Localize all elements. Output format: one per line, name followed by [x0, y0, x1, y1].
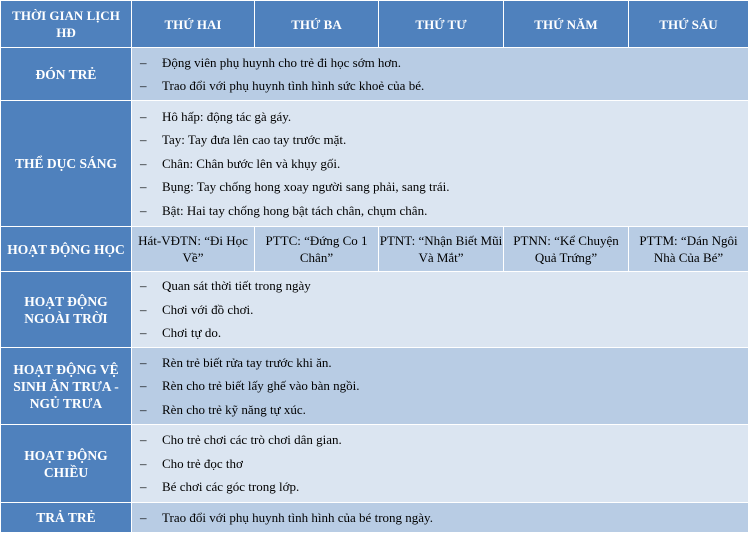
row-label-the-duc-sang: THỂ DỤC SÁNG — [1, 101, 132, 227]
row-label-hoat-dong-hoc: HOẠT ĐỘNG HỌC — [1, 227, 132, 272]
list-item: – Cho trẻ chơi các trò chơi dân gian. — [140, 428, 748, 452]
list-item: – Rèn cho trẻ kỹ năng tự xúc. — [140, 398, 748, 422]
activity-fri: PTTM: “Dán Ngôi Nhà Của Bé” — [629, 227, 748, 272]
row-chieu — [1, 425, 748, 503]
corner-header: THỜI GIAN LỊCH HĐ — [1, 1, 132, 48]
row-the-duc-sang — [1, 101, 748, 227]
day-header-tue: THỨ BA — [255, 1, 379, 48]
day-header-mon: THỨ HAI — [132, 1, 255, 48]
row-label-ngoai-troi: HOẠT ĐỘNG NGOÀI TRỜI — [1, 272, 132, 348]
list-item: – Rèn trẻ biết rửa tay trước khi ăn. — [140, 351, 748, 375]
row-content-the-duc-sang — [132, 101, 748, 227]
list-item: – Bật: Hai tay chống hong bật tách chân, chụm chân. — [140, 199, 748, 223]
header-row — [1, 1, 748, 48]
list-item: – Bụng: Tay chống hong xoay người sang phải, sang trái. — [140, 175, 748, 199]
list-item: – Trao đổi với phụ huynh tình hình sức khoẻ của bé. — [140, 74, 748, 98]
row-content-ve-sinh — [132, 348, 748, 425]
list-item: – Chơi với đồ chơi. — [140, 298, 748, 322]
list-item: – Rèn cho trẻ biết lấy ghế vào bàn ngồi. — [140, 374, 748, 398]
row-content-ngoai-troi — [132, 272, 748, 348]
list-item: – Quan sát thời tiết trong ngày — [140, 274, 748, 298]
row-hoat-dong-hoc — [1, 227, 748, 272]
list-item: – Động viên phụ huynh cho trẻ đi học sớm hơn. — [140, 51, 748, 75]
row-ve-sinh — [1, 348, 748, 425]
list-item: – Cho trẻ đọc thơ — [140, 452, 748, 476]
row-ngoai-troi — [1, 272, 748, 348]
day-header-fri: THỨ SÁU — [629, 1, 748, 48]
list-item: – Chân: Chân bước lên và khụy gối. — [140, 152, 748, 176]
row-label-ve-sinh: HOẠT ĐỘNG VỆ SINH ĂN TRƯA - NGỦ TRƯA — [1, 348, 132, 425]
activity-tue: PTTC: “Đứng Co 1 Chân” — [255, 227, 379, 272]
row-content-don-tre — [132, 48, 748, 101]
activity-wed: PTNT: “Nhận Biết Mũi Và Mắt” — [379, 227, 504, 272]
list-item: – Trao đổi với phụ huynh tình hình của bé trong ngày. — [140, 506, 748, 530]
day-header-wed: THỨ TƯ — [379, 1, 504, 48]
row-content-chieu — [132, 425, 748, 503]
row-content-tra-tre — [132, 503, 748, 533]
row-tra-tre — [1, 503, 748, 533]
row-don-tre — [1, 48, 748, 101]
list-item: – Hô hấp: động tác gà gáy. — [140, 105, 748, 129]
row-label-chieu: HOẠT ĐỘNG CHIỀU — [1, 425, 132, 503]
list-item: – Tay: Tay đưa lên cao tay trước mặt. — [140, 128, 748, 152]
list-item: – Chơi tự do. — [140, 321, 748, 345]
day-header-thu: THỨ NĂM — [504, 1, 629, 48]
row-label-tra-tre: TRẢ TRẺ — [1, 503, 132, 533]
activity-thu: PTNN: “Kể Chuyện Quả Trứng” — [504, 227, 629, 272]
row-label-don-tre: ĐÓN TRẺ — [1, 48, 132, 101]
activity-mon: Hát-VĐTN: “Đi Học Về” — [132, 227, 255, 272]
list-item: – Bé chơi các góc trong lớp. — [140, 475, 748, 499]
